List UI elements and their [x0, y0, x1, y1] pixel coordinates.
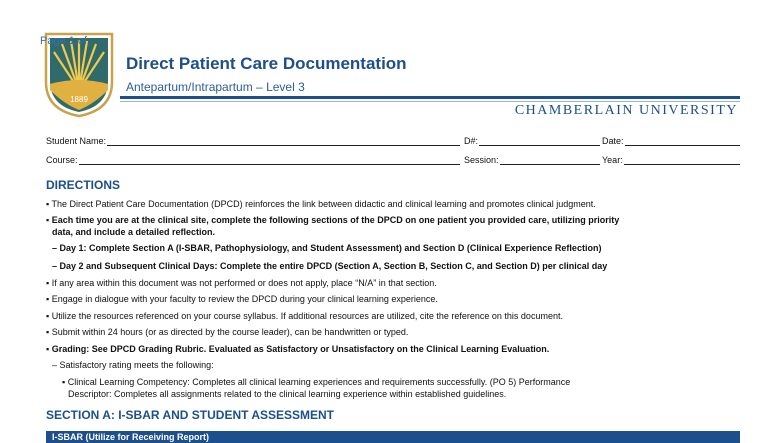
- title-divider: [120, 96, 740, 99]
- isbar-header-bar: I-SBAR (Utilize for Receiving Report): [46, 431, 740, 443]
- date-label: Date:: [602, 136, 624, 146]
- directions-item: data, and include a detailed reflection.: [52, 227, 216, 237]
- crest-year: 1889: [70, 95, 88, 104]
- directions-item: ▪ Submit within 24 hours (or as directed by the course leader), can be handwritten or typed.: [46, 327, 409, 337]
- directions-item: ▪ Grading: See DPCD Grading Rubric. Evaluated as Satisfactory or Unsatisfactory on the Clinical Learning Evaluation.: [46, 344, 550, 354]
- title-divider-thin: [120, 101, 740, 102]
- session-line[interactable]: [500, 154, 600, 165]
- course-field[interactable]: [46, 154, 460, 165]
- course-info-row: [46, 154, 740, 168]
- year-line[interactable]: [624, 154, 740, 165]
- document-title: Direct Patient Care Documentation: [126, 54, 407, 73]
- student-name-label: Student Name:: [46, 136, 107, 146]
- directions-item: – Day 2 and Subsequent Clinical Days: Complete the entire DPCD (Section A, Section B, Section C, and Section D) per clinical day: [52, 261, 608, 271]
- directions-item: ▪ Clinical Learning Competency: Completes all clinical learning experiences and requirements successfully. (PO 5) Performance: [62, 377, 571, 387]
- section-a-heading: SECTION A: I-SBAR AND STUDENT ASSESSMENT: [46, 408, 335, 422]
- directions-item: ▪ Each time you are at the clinical site, complete the following sections of the DPCD on one patient you provided care, utilizing priority: [46, 215, 620, 225]
- directions-item: ▪ If any area within this document was not performed or does not apply, place “N/A” in that section.: [46, 278, 437, 288]
- d-number-field[interactable]: [464, 135, 600, 146]
- directions-item: ▪ Utilize the resources referenced on your course syllabus. If additional resources are utilized, cite the reference on this document.: [46, 311, 563, 321]
- directions-item: ▪ The Direct Patient Care Documentation (DPCD) reinforces the link between didactic and clinical learning and promotes clinical judgment.: [46, 199, 596, 209]
- course-line[interactable]: [79, 154, 460, 165]
- year-field[interactable]: [602, 154, 740, 165]
- session-label: Session:: [464, 155, 499, 165]
- date-field[interactable]: [602, 135, 740, 146]
- year-label: Year:: [602, 155, 623, 165]
- document-subtitle: Antepartum/Intrapartum – Level 3: [126, 80, 305, 94]
- page-number: Page 1 of: [40, 35, 88, 47]
- session-field[interactable]: [464, 154, 600, 165]
- university-wordmark: CHAMBERLAIN UNIVERSITY: [514, 103, 738, 118]
- course-label: Course:: [46, 155, 78, 165]
- date-line[interactable]: [625, 135, 740, 146]
- student-info-row: [46, 135, 740, 149]
- directions-item: – Day 1: Complete Section A (I-SBAR, Pathophysiology, and Student Assessment) and Section D (Clinical Experience Reflection): [52, 243, 602, 253]
- directions-item: ▪ Engage in dialogue with your faculty to review the DPCD during your clinical learning experience.: [46, 294, 438, 304]
- d-number-line[interactable]: [479, 135, 600, 146]
- directions-item: – Satisfactory rating meets the following:: [52, 360, 214, 370]
- d-number-label: D#:: [464, 136, 479, 146]
- directions-heading: DIRECTIONS: [46, 178, 121, 192]
- student-name-field[interactable]: [46, 135, 460, 146]
- directions-item: Descriptor: Completes all assignments related to the clinical learning experience within established guidelines.: [68, 389, 507, 399]
- student-name-line[interactable]: [107, 135, 460, 146]
